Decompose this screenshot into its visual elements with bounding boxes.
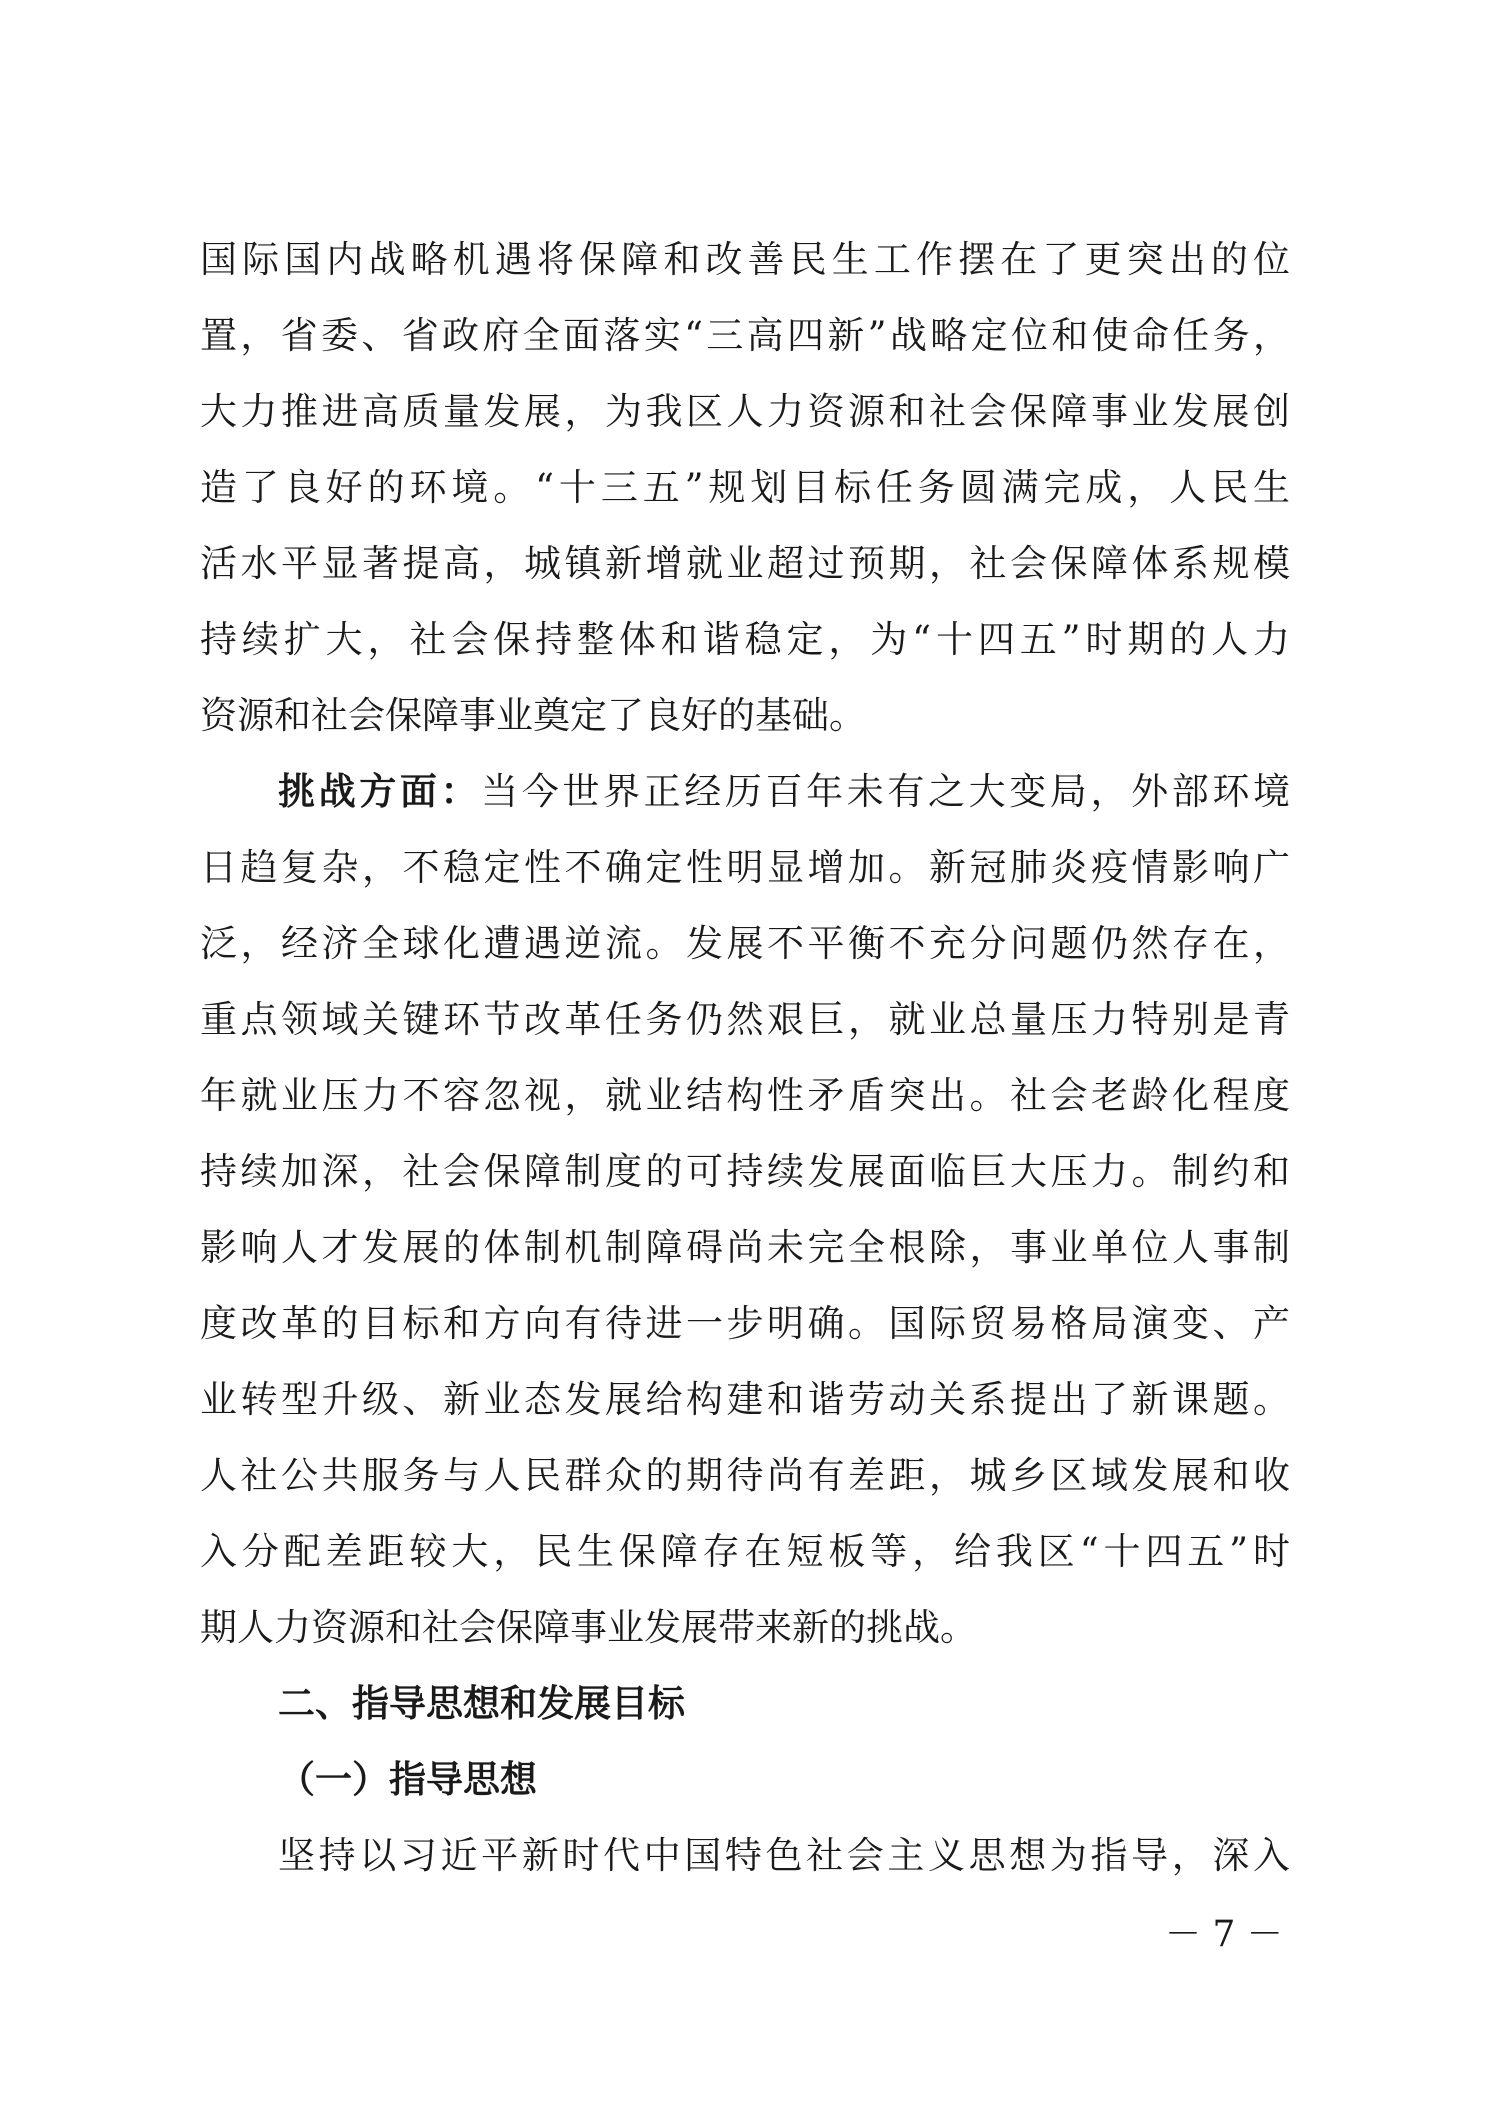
text-line: 年就业压力不容忽视，就业结构性矛盾突出。社会老龄化程度 xyxy=(200,1074,1290,1117)
text-line: 业转型升级、新业态发展给构建和谐劳动关系提出了新课题。 xyxy=(200,1378,1290,1421)
text-line: 人社公共服务与人民群众的期待尚有差距，城乡区域发展和收 xyxy=(200,1454,1290,1497)
subsection-heading: （一）指导思想 xyxy=(278,1758,537,1801)
paragraph-guiding-ideology xyxy=(200,1818,1290,1894)
text-line: 大力推进高质量发展，为我区人力资源和社会保障事业发展创 xyxy=(200,390,1290,433)
text-line: 重点领域关键环节改革任务仍然艰巨，就业总量压力特别是青 xyxy=(200,998,1290,1041)
text-line: 日趋复杂，不稳定性不确定性明显增加。新冠肺炎疫情影响广 xyxy=(200,846,1290,889)
text-line: 造了良好的环境。“十三五”规划目标任务圆满完成，人民生 xyxy=(200,466,1290,509)
paragraph-challenges xyxy=(200,754,1290,1666)
body-text xyxy=(200,222,1290,1894)
text-line: 泛，经济全球化遭遇逆流。发展不平衡不充分问题仍然存在， xyxy=(200,922,1290,965)
page-number: － 7 － xyxy=(1165,1914,1283,1955)
text-line: 入分配差距较大，民生保障存在短板等，给我区“十四五”时 xyxy=(200,1530,1290,1573)
paragraph-opportunities xyxy=(200,222,1290,754)
text-line: 置，省委、省政府全面落实“三高四新”战略定位和使命任务， xyxy=(200,314,1290,357)
text-line xyxy=(200,754,1290,830)
text-line: 持续扩大，社会保持整体和谐稳定，为“十四五”时期的人力 xyxy=(200,618,1290,661)
text-line: 资源和社会保障事业奠定了良好的基础。 xyxy=(200,694,866,737)
text-line: 持续加深，社会保障制度的可持续发展面临巨大压力。制约和 xyxy=(200,1150,1290,1193)
text-line: 影响人才发展的体制机制障碍尚未完全根除，事业单位人事制 xyxy=(200,1226,1290,1269)
challenges-lead: 挑战方面： xyxy=(278,770,482,813)
text-line: 坚持以习近平新时代中国特色社会主义思想为指导，深入 xyxy=(278,1834,1290,1877)
challenges-first-line: 当今世界正经历百年未有之大变局，外部环境 xyxy=(481,770,1290,813)
section-heading: 二、指导思想和发展目标 xyxy=(278,1682,685,1725)
text-line: 活水平显著提高，城镇新增就业超过预期，社会保障体系规模 xyxy=(200,542,1290,585)
text-line: 期人力资源和社会保障事业发展带来新的挑战。 xyxy=(200,1606,977,1649)
text-line: 国际国内战略机遇将保障和改善民生工作摆在了更突出的位 xyxy=(200,238,1290,281)
text-line: 度改革的目标和方向有待进一步明确。国际贸易格局演变、产 xyxy=(200,1302,1290,1345)
